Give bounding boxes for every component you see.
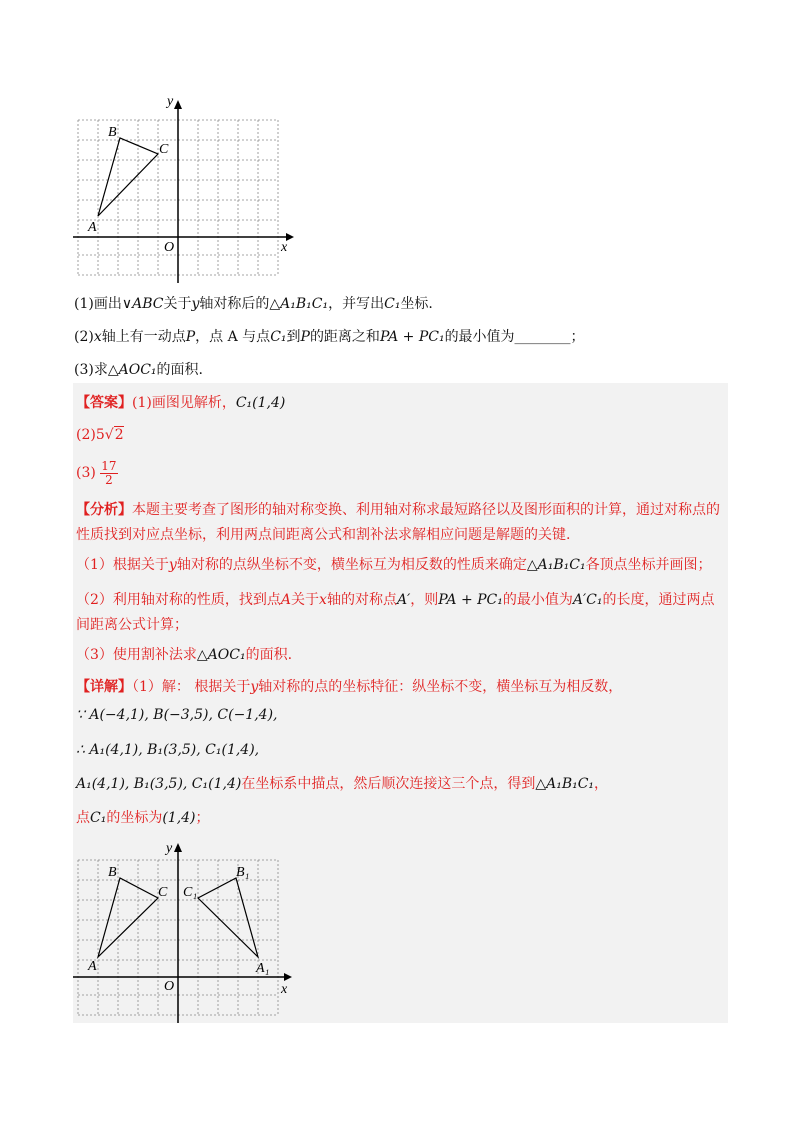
detail-line-2: ∵ A(−4,1), B(−3,5), C(−1,4), [76,707,278,723]
x-axis-label-2: x [281,982,288,997]
answer-line-3: (3) $\frac{17}{2}$ [76,458,117,487]
point-b-label: B [108,125,117,140]
y-axis-label: y [167,95,174,109]
analysis-point-1: （1）根据关于y轴对称的点纵坐标不变，横坐标互为相反数的性质来确定△A₁B₁C₁各顶点坐标并画图； [76,557,712,573]
detail-line-3: ∴ A₁(4,1), B₁(3,5), C₁(1,4), [76,742,260,758]
detail-line-1: 【详解】（1）解： 根据关于y轴对称的点的坐标特征：纵坐标不变，横坐标互为相反数， [76,679,623,695]
detail-line-4: A₁(4,1), B₁(3,5), C₁(1,4)在坐标系中描点，然后顺次连接这三个点，得到△A₁B₁C₁， [76,776,609,792]
point-c-label-2: C [158,885,168,900]
analysis-point-3: （3）使用割补法求△AOC₁的面积. [76,647,293,663]
detail-line-5: 点C₁的坐标为(1,4)； [76,810,210,826]
analysis-point-2: （2）利用轴对称的性质，找到点A关于x轴的对称点A′，则PA + PC₁的最小值为A′C₁的长度，通过两点 [76,592,715,608]
point-a-label-2: A [88,959,97,974]
figure-1-coordinate-grid [68,95,298,285]
y-axis-label-2: y [166,841,173,856]
answer-line-2: (2)5√2 [76,427,124,443]
analysis-point-2-cont: 间距离公式计算； [76,617,188,633]
point-a-label: A [88,220,97,235]
figure-2-coordinate-grid [68,840,303,1025]
origin-label: O [164,240,175,255]
answer-line-1: 【答案】(1)画图见解析，C₁(1,4) [76,395,286,411]
point-c1-label: C₁ [183,885,198,900]
question-3: (3)求△AOC₁的面积. [74,362,203,378]
point-b1-label: B₁ [236,865,250,880]
origin-label-2: O [164,979,175,994]
question-2: (2)x轴上有一动点P，点 A 与点C₁到P的距离之和PA + PC₁的最小值为________； [74,329,585,345]
analysis-line-1: 【分析】本题主要考查了图形的轴对称变换、利用轴对称求最短路径以及图形面积的计算，通过对称点的 [76,502,720,518]
point-b-label-2: B [108,865,117,880]
x-axis-label: x [281,240,288,255]
point-c-label: C [159,142,169,157]
point-a1-label: A₁ [256,961,270,976]
question-1: (1)画出∨ABC关于y轴对称后的△A₁B₁C₁，并写出C₁坐标. [74,296,433,312]
analysis-line-2: 性质找到对应点坐标，利用两点间距离公式和割补法求解相应问题是解题的关键. [76,527,571,543]
